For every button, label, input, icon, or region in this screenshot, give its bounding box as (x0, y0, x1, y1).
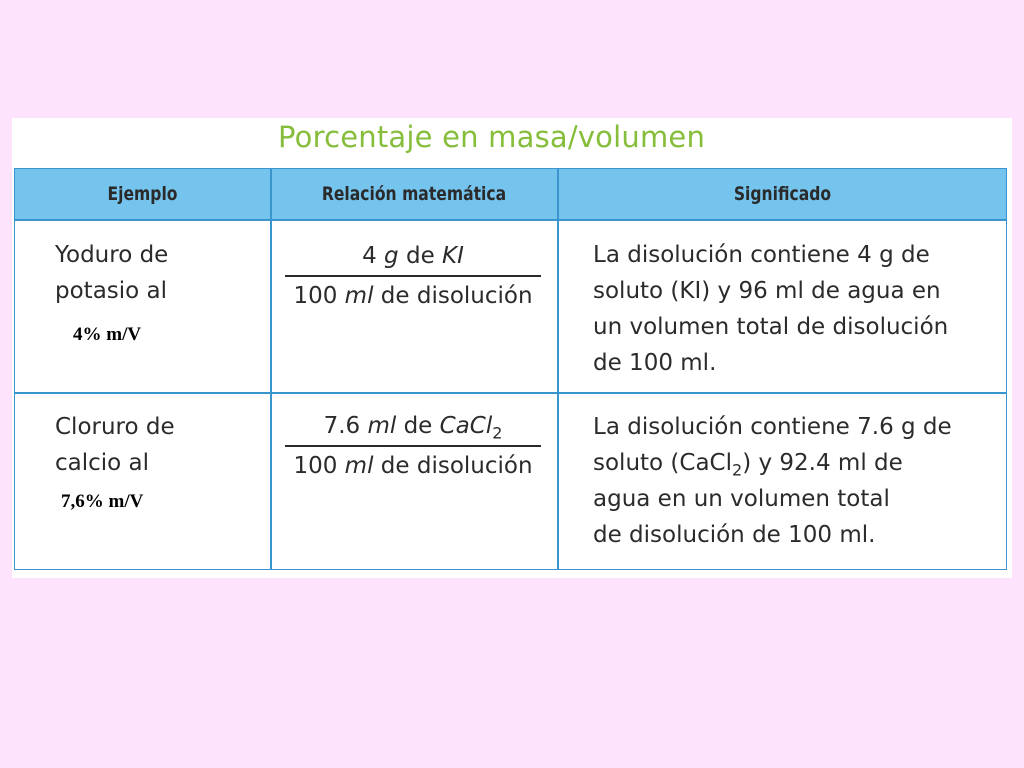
row2-significado-line3: agua en un volumen total (593, 486, 890, 512)
row-divider (15, 392, 1006, 394)
row1-denominator: 100 ml de disolución (293, 282, 533, 309)
row2-percentage-note: 7,6% m/V (61, 491, 144, 512)
row2-significado-line1: La disolución contiene 7.6 g de (593, 414, 952, 440)
row2-significado-line4: de disolución de 100 ml. (593, 522, 876, 548)
row2-fraction (285, 409, 541, 483)
row1-significado-line1: La disolución contiene 4 g de (593, 242, 930, 268)
row2-numerator: 7.6 ml de CaCl$_2$ (323, 413, 503, 443)
content-panel (12, 118, 1012, 578)
row2-ejemplo-line2: calcio al (55, 450, 150, 476)
row2-fraction-bar (285, 445, 541, 447)
row1-significado-line2: soluto (KI) y 96 ml de agua en (593, 278, 941, 304)
column-divider (557, 169, 559, 569)
row1-significado-line3: un volumen total de disolución (593, 314, 949, 340)
header-ejemplo: Ejemplo (107, 183, 178, 205)
header-significado: Significado (733, 183, 832, 205)
row1-numerator: 4 g de KI (362, 243, 464, 269)
row1-ejemplo-line1: Yoduro de (55, 242, 169, 268)
row1-fraction-bar (285, 275, 541, 277)
row1-ejemplo-line2: potasio al (55, 278, 168, 304)
row2-denominator: 100 ml de disolución (293, 452, 533, 479)
row1-fraction (285, 239, 541, 313)
page-title: Porcentaje en masa/volumen (278, 120, 706, 154)
row1-significado-line4: de 100 ml. (593, 350, 717, 376)
header-relacion-matematica: Relación matemática (321, 183, 507, 205)
row2-significado-line2: soluto (CaCl$_2$) y 92.4 ml de (593, 450, 903, 480)
column-divider (270, 169, 272, 569)
concentration-table (14, 168, 1007, 570)
row2-ejemplo-line1: Cloruro de (55, 414, 175, 440)
row1-percentage-note: 4% m/V (73, 324, 142, 345)
